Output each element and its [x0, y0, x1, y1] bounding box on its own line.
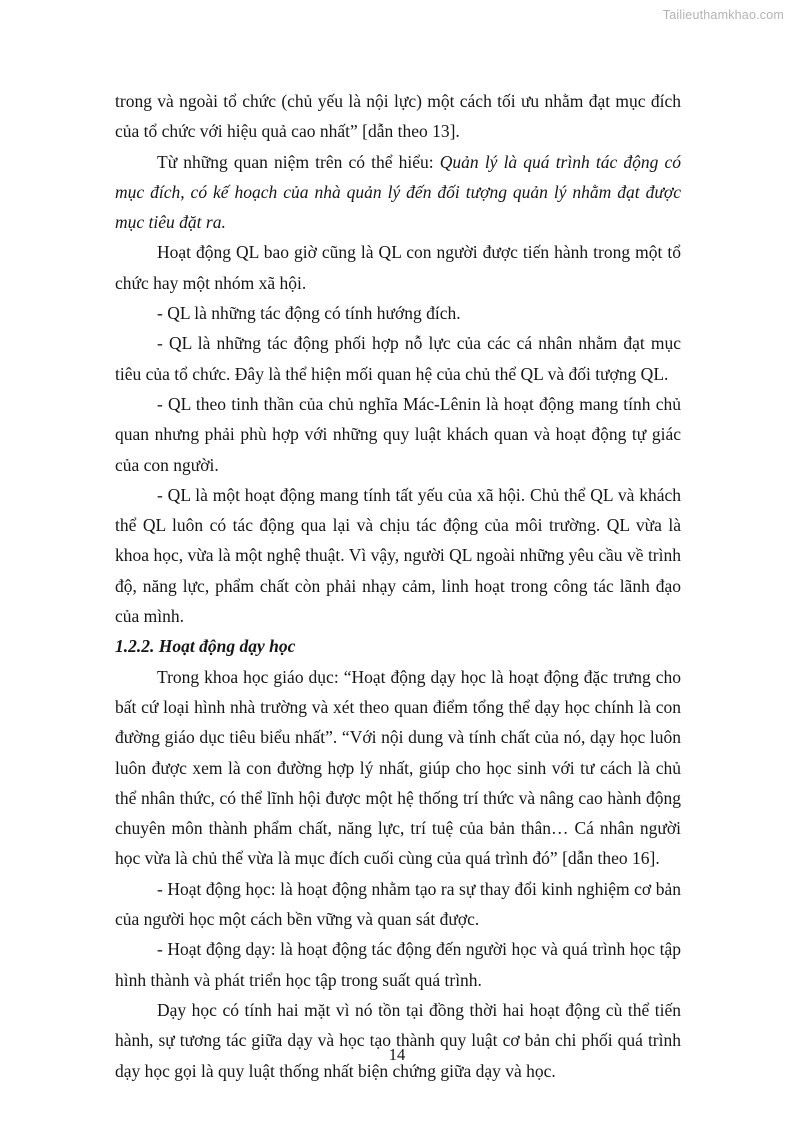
paragraph — [115, 328, 681, 389]
text-run: - QL là những tác động phối hợp nỗ lực của các cá nhân nhằm đạt mục tiêu của tổ chức. Đây là thể hiện mối quan hệ của chủ thể QL và đối tượng QL. — [115, 333, 681, 384]
paragraph — [115, 86, 681, 147]
paragraph — [115, 389, 681, 480]
paragraph — [115, 874, 681, 935]
text-run: Từ những quan niệm trên có thể hiểu: — [157, 151, 440, 172]
text-run: 1.2.2. Hoạt động dạy học — [115, 636, 296, 657]
text-run: Quản lý là quá trình tác động có mục đích, có kế hoạch của nhà quản lý đến đối tượng quản lý nhằm đạt được mục tiêu đặt ra. — [115, 151, 682, 233]
paragraph — [115, 147, 681, 238]
section-heading — [115, 631, 681, 661]
paragraph — [115, 662, 681, 874]
text-run: - QL là những tác động có tính hướng đích. — [157, 303, 461, 324]
paragraph — [115, 237, 681, 298]
watermark: Tailieuthamkhao.com — [662, 8, 784, 22]
paragraph — [115, 480, 681, 631]
text-run: - Hoạt động dạy: là hoạt động tác động đến người học và quá trình học tập hình thành và phát triển học tập trong suất quá trình. — [115, 939, 681, 990]
text-run: Dạy học có tính hai mặt vì nó tồn tại đồng thời hai hoạt động cù thể tiến hành, sự tương tác giữa dạy và học tạo thành quy luật cơ bản chi phối quá trình dạy học gọi là quy luật thống nhất biện chứng giữa dạy và học. — [115, 999, 681, 1081]
text-run: - QL theo tinh thần của chủ nghĩa Mác-Lênin là hoạt động mang tính chủ quan nhưng phải phù hợp với những quy luật khách quan và hoạt động tự giác của con người. — [115, 393, 681, 475]
text-run: - QL là một hoạt động mang tính tất yếu của xã hội. Chủ thể QL và khách thể QL luôn có tác động qua lại và chịu tác động của môi trường. QL vừa là khoa học, vừa là một nghệ thuật. Vì vậy, người QL ngoài những yêu cầu về trình độ, năng lực, phẩm chất còn phải nhạy cảm, linh hoạt trong công tác lãnh đạo của mình. — [115, 484, 681, 627]
paragraph — [115, 995, 681, 1086]
text-run: trong và ngoài tổ chức (chủ yếu là nội lực) một cách tối ưu nhằm đạt mục đích của tổ chức với hiệu quả cao nhất” [dẫn theo 13]. — [115, 91, 681, 142]
paragraph — [115, 934, 681, 995]
text-run: - Hoạt động học: là hoạt động nhằm tạo ra sự thay đổi kinh nghiệm cơ bản của người học một cách bền vững và quan sát được. — [115, 878, 681, 930]
text-run: Hoạt động QL bao giờ cũng là QL con người được tiến hành trong một tổ chức hay một nhóm xã hội. — [115, 242, 681, 293]
text-run: Trong khoa học giáo dục: “Hoạt động dạy học là hoạt động đặc trưng cho bất cứ loại hình nhà trường và xét theo quan điểm tổng thể dạy học chính là con đường giáo dục tiêu biểu nhất”. “Với nội dung và tính chất của nó, dạy học luôn luôn được xem là con đường hợp lý nhất, giúp cho học sinh với tư cách là chủ thể nhân thức, có thể lĩnh hội được một hệ thống trí thức và nâng cao hành động chuyên môn thành phẩm chất, năng lực, trí tuệ của bản thân… Cá nhân người học vừa là chủ thể vừa là mục đích cuối cùng của quá trình đó” [dẫn theo 16]. — [115, 666, 681, 869]
paragraph — [115, 298, 681, 328]
document-body — [115, 86, 681, 1086]
page-number: 14 — [388, 1045, 406, 1064]
